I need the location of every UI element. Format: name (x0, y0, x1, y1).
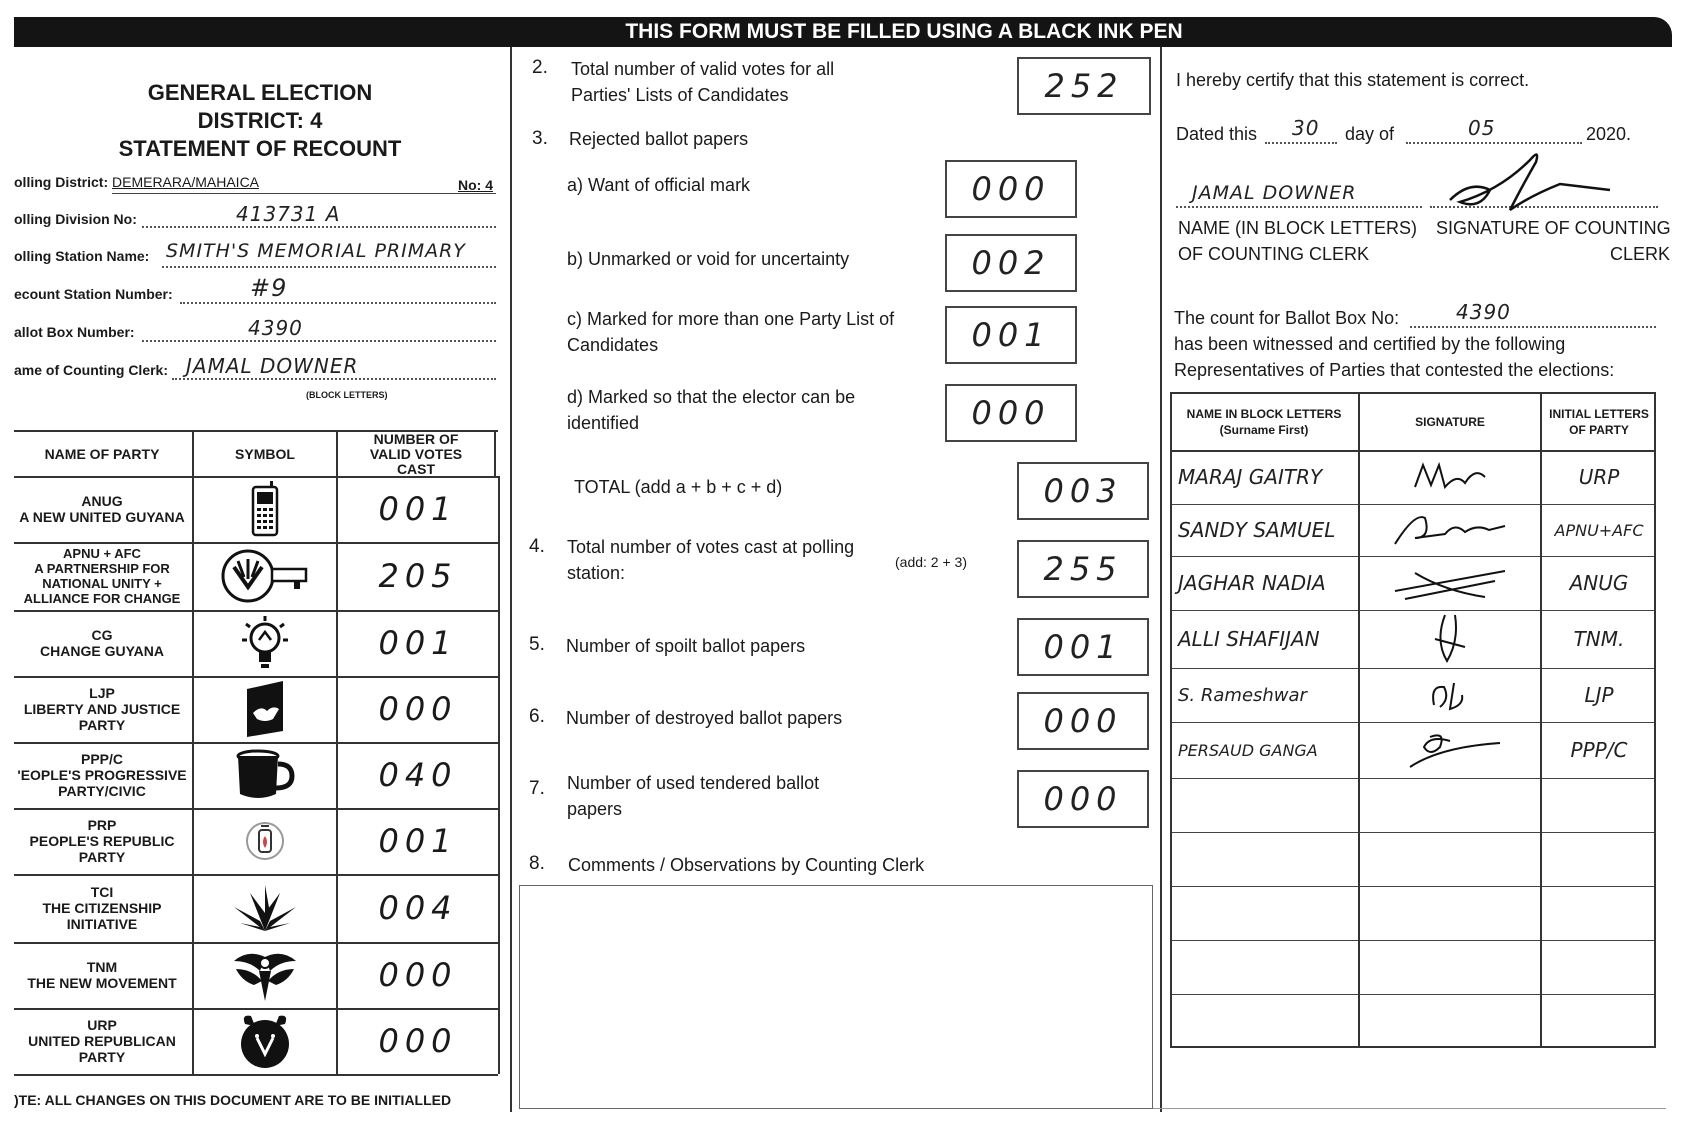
party-abbr: PPP/C (80, 751, 123, 767)
changes-initialled-note: )TE: ALL CHANGES ON THIS DOCUMENT ARE TO BE INITIALLED (14, 1092, 452, 1108)
lightbulb-icon (192, 610, 336, 676)
item3-text: Rejected ballot papers (569, 129, 749, 149)
reps-col-party (1540, 394, 1656, 450)
banner-text: THIS FORM MUST BE FILLED USING A BLACK INK PEN (625, 20, 1183, 43)
rep-name: PERSAUD GANGA (1178, 740, 1318, 760)
count-prefix: The count for Ballot Box No: (1174, 308, 1400, 328)
dated-day-value: 30 (1292, 116, 1320, 140)
item4-text: Total number of votes cast at polling station: (567, 537, 855, 583)
empty-rep-row (1170, 778, 1656, 833)
rep-row (1170, 668, 1656, 723)
item6-number: 6. (529, 706, 545, 727)
party-full-name: LIBERTY AND JUSTICE PARTY (23, 701, 181, 733)
empty-rep-row (1170, 886, 1656, 941)
signature-counting-label: SIGNATURE OF COUNTING (1436, 218, 1671, 238)
ballot-box-line (142, 340, 496, 342)
reps-col-party-line2: OF PARTY (1569, 423, 1629, 437)
certifying-clerk-name: JAMAL DOWNER (1192, 182, 1357, 204)
party-name-cell (14, 676, 190, 742)
item3b-value-box: 002 (945, 234, 1077, 292)
col-symbol: SYMBOL (192, 432, 336, 476)
clerk-signature-mark (1440, 140, 1620, 225)
item2-value-box: 252 (1017, 57, 1151, 115)
ballot-box-label: allot Box Number: (14, 324, 135, 340)
count-box-line (1410, 326, 1656, 328)
item5-value-box: 001 (1017, 618, 1149, 676)
right-column-divider (1160, 47, 1162, 1112)
left-column-divider (510, 47, 512, 1112)
cup-icon (192, 742, 336, 808)
rep-name: S. Rameshwar (1178, 684, 1307, 706)
rep-name: JAGHAR NADIA (1178, 571, 1326, 595)
item5-number: 5. (529, 634, 545, 655)
rep-signature-mark (1358, 668, 1540, 722)
party-votes: 000 (336, 1008, 500, 1074)
item3c-value-box: 001 (945, 306, 1077, 364)
clerk-name-label: ame of Counting Clerk: (14, 362, 169, 378)
polling-district-value: DEMERARA/MAHAICA (112, 174, 260, 190)
reps-col-name (1172, 394, 1356, 450)
rep-signature-mark (1358, 610, 1540, 668)
polling-station-line (162, 266, 496, 268)
eagle-icon (192, 942, 336, 1008)
total-value-box: 003 (1017, 462, 1149, 520)
dated-year: 2020. (1586, 124, 1632, 144)
recount-station-line (180, 302, 496, 304)
reps-table-header (1170, 392, 1656, 452)
certify-text: I hereby certify that this statement is correct. (1176, 70, 1530, 90)
block-letters-note: (BLOCK LETTERS) (306, 390, 388, 400)
party-votes: 040 (336, 742, 500, 808)
party-votes: 000 (336, 942, 500, 1008)
item7-number: 7. (529, 778, 545, 799)
recount-station-label: ecount Station Number: (14, 286, 173, 302)
party-abbr: PRP (87, 817, 117, 833)
polling-district-label: olling District: (14, 174, 109, 190)
reps-col-signature: SIGNATURE (1358, 394, 1540, 450)
party-votes: 001 (336, 808, 500, 874)
polling-division-label: olling Division No: (14, 211, 137, 227)
party-row-prp (14, 808, 498, 876)
party-abbr: TNM (86, 959, 118, 975)
rep-name: ALLI SHAFIJAN (1178, 627, 1320, 651)
col-valid-votes: NUMBER OF VALID VOTES CAST (336, 432, 496, 476)
rep-party: APNU+AFC (1540, 504, 1656, 556)
party-abbr: LJP (89, 685, 115, 701)
party-full-name: UNITED REPUBLICAN PARTY (28, 1033, 176, 1065)
party-full-name: PEOPLE'S REPUBLIC PARTY (29, 833, 175, 865)
item8-number: 8. (529, 853, 545, 874)
party-votes: 001 (336, 610, 500, 676)
reps-col-party-line1: INITIAL LETTERS (1549, 407, 1649, 421)
party-votes: 000 (336, 676, 500, 742)
rep-signature-mark (1358, 450, 1540, 504)
rep-party: URP (1540, 450, 1656, 504)
item6-value-box: 000 (1017, 692, 1149, 750)
reps-col-name-line2: (Surname First) (1219, 423, 1309, 437)
rep-row (1170, 504, 1656, 557)
col-name-of-party: NAME OF PARTY (44, 445, 160, 462)
reps-col-name-line1: NAME IN BLOCK LETTERS (1186, 407, 1342, 421)
party-row-tci (14, 874, 498, 944)
party-row-ljp (14, 676, 498, 744)
empty-cell (1358, 832, 1540, 886)
party-full-name: 'EOPLE'S PROGRESSIVE PARTY/CIVIC (17, 767, 187, 799)
total-text: TOTAL (add a + b + c + d) (574, 477, 783, 497)
rep-party: TNM. (1540, 610, 1656, 668)
rep-signature-mark (1358, 504, 1540, 556)
party-votes: 001 (336, 476, 500, 542)
dated-mid: day of (1345, 124, 1395, 144)
party-row-pppc (14, 742, 498, 810)
empty-cell (1358, 778, 1540, 832)
rep-signature-mark (1358, 556, 1540, 610)
polling-division-line (142, 226, 496, 228)
empty-cell (1540, 832, 1656, 886)
party-row-anug (14, 476, 498, 544)
dated-month-value: 05 (1468, 116, 1496, 140)
party-abbr: ANUG (81, 493, 123, 509)
phone-icon (192, 476, 336, 542)
header-statement-of-recount: STATEMENT OF RECOUNT (118, 136, 402, 161)
recount-station-value: #9 (250, 274, 288, 302)
rep-party: LJP (1540, 668, 1656, 722)
header-district: DISTRICT: 4 (197, 108, 323, 133)
empty-rep-row (1170, 994, 1656, 1048)
item6-text: Number of destroyed ballot papers (566, 708, 843, 728)
dated-day-line (1265, 142, 1337, 144)
party-full-name: THE CITIZENSHIP INITIATIVE (42, 900, 162, 932)
item7-text: Number of used tendered ballot papers (567, 773, 820, 819)
rep-party: PPP/C (1540, 722, 1656, 778)
rep-row (1170, 722, 1656, 779)
party-abbr: CG (91, 627, 113, 643)
party-name-cell (14, 542, 190, 610)
party-name-cell (14, 610, 190, 676)
item3b-text: b) Unmarked or void for uncertainty (567, 249, 850, 269)
counting-clerk-label: OF COUNTING CLERK (1178, 244, 1370, 264)
count-box-value: 4390 (1456, 300, 1511, 324)
polling-district-line (112, 193, 496, 194)
item3a-text: a) Want of official mark (567, 175, 751, 195)
rep-name: SANDY SAMUEL (1178, 518, 1336, 542)
item4-value-box: 255 (1017, 540, 1149, 598)
name-block-letters-label: NAME (IN BLOCK LETTERS) (1178, 218, 1418, 238)
item7-value-box: 000 (1017, 770, 1149, 828)
item3d-text: d) Marked so that the elector can be identified (567, 387, 856, 433)
item2-text: Total number of valid votes for all Parties' Lists of Candidates (571, 59, 835, 105)
dated-prefix: Dated this (1176, 124, 1258, 144)
empty-rep-row (1170, 940, 1656, 995)
polling-district-no: No: 4 (458, 177, 493, 193)
hand-key-icon (192, 542, 336, 610)
item3a-value-box: 000 (945, 160, 1077, 218)
rep-row (1170, 610, 1656, 669)
party-name-cell (14, 808, 190, 874)
clerk-name-line (172, 378, 496, 380)
party-table-header (14, 430, 498, 478)
party-full-name: A PARTNERSHIP FOR NATIONAL UNITY + ALLIANCE FOR CHANGE (23, 561, 181, 606)
plant-icon (192, 874, 336, 942)
party-votes: 004 (336, 874, 500, 942)
party-votes: 205 (336, 542, 500, 610)
party-name-cell (14, 874, 190, 942)
party-name-cell (14, 742, 190, 808)
polling-station-value: SMITH'S MEMORIAL PRIMARY (166, 240, 466, 262)
item4-number: 4. (529, 536, 545, 557)
party-row-cg (14, 610, 498, 678)
party-row-urp (14, 1008, 498, 1076)
clerk-name-sig-line (1176, 206, 1422, 208)
rep-name: MARAJ GAITRY (1178, 465, 1323, 489)
item8-text: Comments / Observations by Counting Clerk (568, 855, 925, 875)
party-name-cell (14, 476, 190, 542)
party-full-name: THE NEW MOVEMENT (27, 975, 177, 991)
handshake-icon (192, 676, 336, 742)
count-line-3: Representatives of Parties that contested the elections: (1174, 360, 1615, 380)
party-full-name: CHANGE GUYANA (40, 643, 164, 659)
ink-instruction-banner (14, 17, 1672, 47)
empty-cell (1540, 940, 1656, 994)
item4-add-note: (add: 2 + 3) (895, 554, 967, 570)
signature-clerk-label: CLERK (1610, 244, 1671, 264)
item3c-text: c) Marked for more than one Party List of Candidates (567, 309, 895, 355)
empty-rep-row (1170, 832, 1656, 887)
party-abbr: URP (87, 1017, 117, 1033)
polling-division-value: 413731 A (236, 202, 341, 226)
party-abbr: APNU + AFC (63, 546, 141, 561)
empty-cell (1540, 994, 1656, 1046)
item3d-value-box: 000 (945, 384, 1077, 442)
bull-icon (192, 1008, 336, 1074)
party-name-cell (14, 942, 190, 1008)
header-general-election: GENERAL ELECTION (147, 80, 373, 105)
rep-row (1170, 450, 1656, 505)
party-row-apnu-afc (14, 542, 498, 612)
comments-box (519, 885, 1153, 1109)
count-line-2: has been witnessed and certified by the following (1174, 334, 1566, 354)
party-full-name: A NEW UNITED GUYANA (19, 509, 185, 525)
polling-station-label: olling Station Name: (14, 248, 150, 264)
empty-cell (1358, 940, 1540, 994)
party-name-cell (14, 1008, 190, 1074)
party-row-tnm (14, 942, 498, 1010)
item3-number: 3. (532, 128, 548, 149)
lantern-icon (192, 808, 336, 874)
empty-cell (1358, 994, 1540, 1046)
party-abbr: TCI (90, 884, 114, 900)
ballot-box-value: 4390 (248, 316, 303, 340)
empty-cell (1358, 886, 1540, 940)
item5-text: Number of spoilt ballot papers (566, 636, 806, 656)
rep-signature-mark (1358, 722, 1540, 778)
rep-row (1170, 556, 1656, 611)
empty-cell (1540, 778, 1656, 832)
rep-party: ANUG (1540, 556, 1656, 610)
clerk-name-value: JAMAL DOWNER (186, 354, 359, 378)
empty-cell (1540, 886, 1656, 940)
item2-number: 2. (532, 57, 548, 78)
